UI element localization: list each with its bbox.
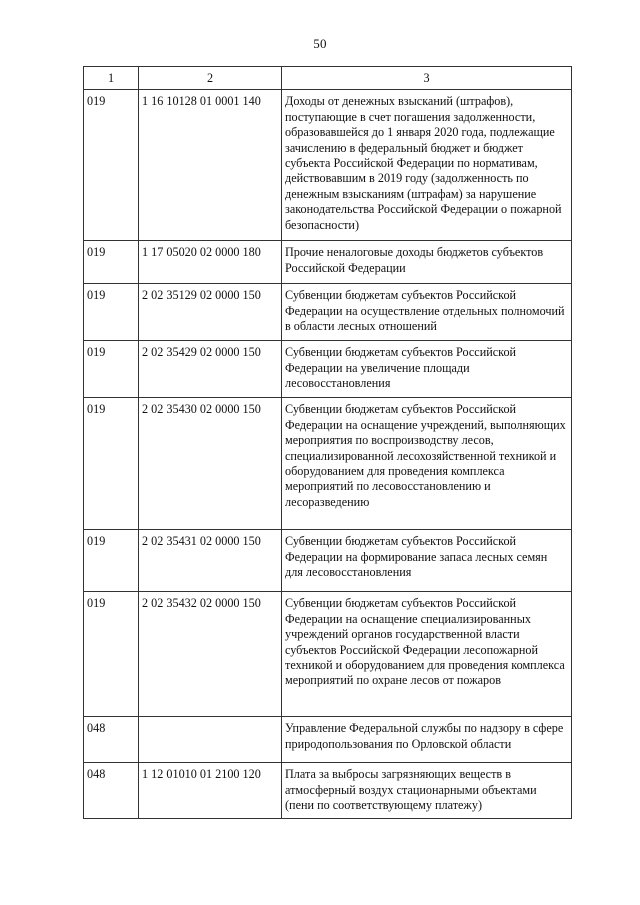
table-row [84,90,572,241]
column-header-1: 1 [84,67,139,90]
table-row [84,341,572,398]
budget-code-cell: 1 17 05020 02 0000 180 [139,241,282,284]
column-header-3: 3 [282,67,572,90]
budget-code-cell: 1 12 01010 01 2100 120 [139,763,282,819]
admin-code-cell: 019 [84,592,139,717]
admin-code-cell: 048 [84,717,139,763]
admin-code-cell: 019 [84,530,139,592]
budget-code-cell: 2 02 35129 02 0000 150 [139,284,282,341]
income-name-cell: Субвенции бюджетам субъектов Российской Федерации на оснащение специализированных учреждений органов государственной власти субъектов Российской Федерации лесопожарной техникой и оборудованием для проведения комплекса мероприятий по охране лесов от пожаров [282,592,572,717]
table-row [84,763,572,819]
admin-code-cell: 019 [84,284,139,341]
table-header-row [84,67,572,90]
budget-code-cell: 2 02 35429 02 0000 150 [139,341,282,398]
budget-code-cell [139,717,282,763]
income-name-cell: Прочие неналоговые доходы бюджетов субъектов Российской Федерации [282,241,572,284]
income-name-cell: Управление Федеральной службы по надзору в сфере природопользования по Орловской области [282,717,572,763]
income-name-cell: Субвенции бюджетам субъектов Российской Федерации на увеличение площади лесовосстановления [282,341,572,398]
income-name-cell: Плата за выбросы загрязняющих веществ в атмосферный воздух стационарными объектами (пени по соответствующему платежу) [282,763,572,819]
budget-code-cell: 2 02 35432 02 0000 150 [139,592,282,717]
column-header-2: 2 [139,67,282,90]
budget-code-cell: 1 16 10128 01 0001 140 [139,90,282,241]
income-name-cell: Субвенции бюджетам субъектов Российской Федерации на формирование запаса лесных семян для лесовосстановления [282,530,572,592]
admin-code-cell: 019 [84,398,139,530]
budget-code-cell: 2 02 35430 02 0000 150 [139,398,282,530]
budget-code-cell: 2 02 35431 02 0000 150 [139,530,282,592]
budget-classification-table [83,66,572,819]
income-name-cell: Доходы от денежных взысканий (штрафов), поступающие в счет погашения задолженности, образовавшейся до 1 января 2020 года, подлежащие зачислению в федеральный бюджет и бюджет субъекта Российской Федерации по нормативам, действовавшим в 2019 году (задолженность по денежным взысканиям (штрафам) за нарушение законодательства Российской Федерации о пожарной безопасности) [282,90,572,241]
income-name-cell: Субвенции бюджетам субъектов Российской Федерации на оснащение учреждений, выполняющих мероприятия по воспроизводству лесов, специализированной лесохозяйственной техникой и оборудованием для проведения комплекса мероприятий по лесовосстановлению и лесоразведению [282,398,572,530]
table-row [84,241,572,284]
table-row [84,284,572,341]
admin-code-cell: 019 [84,341,139,398]
table-row [84,717,572,763]
page-number: 50 [313,36,327,51]
admin-code-cell: 048 [84,763,139,819]
table-row [84,530,572,592]
table-row [84,398,572,530]
table-row [84,592,572,717]
income-name-cell: Субвенции бюджетам субъектов Российской Федерации на осуществление отдельных полномочий в области лесных отношений [282,284,572,341]
admin-code-cell: 019 [84,90,139,241]
admin-code-cell: 019 [84,241,139,284]
